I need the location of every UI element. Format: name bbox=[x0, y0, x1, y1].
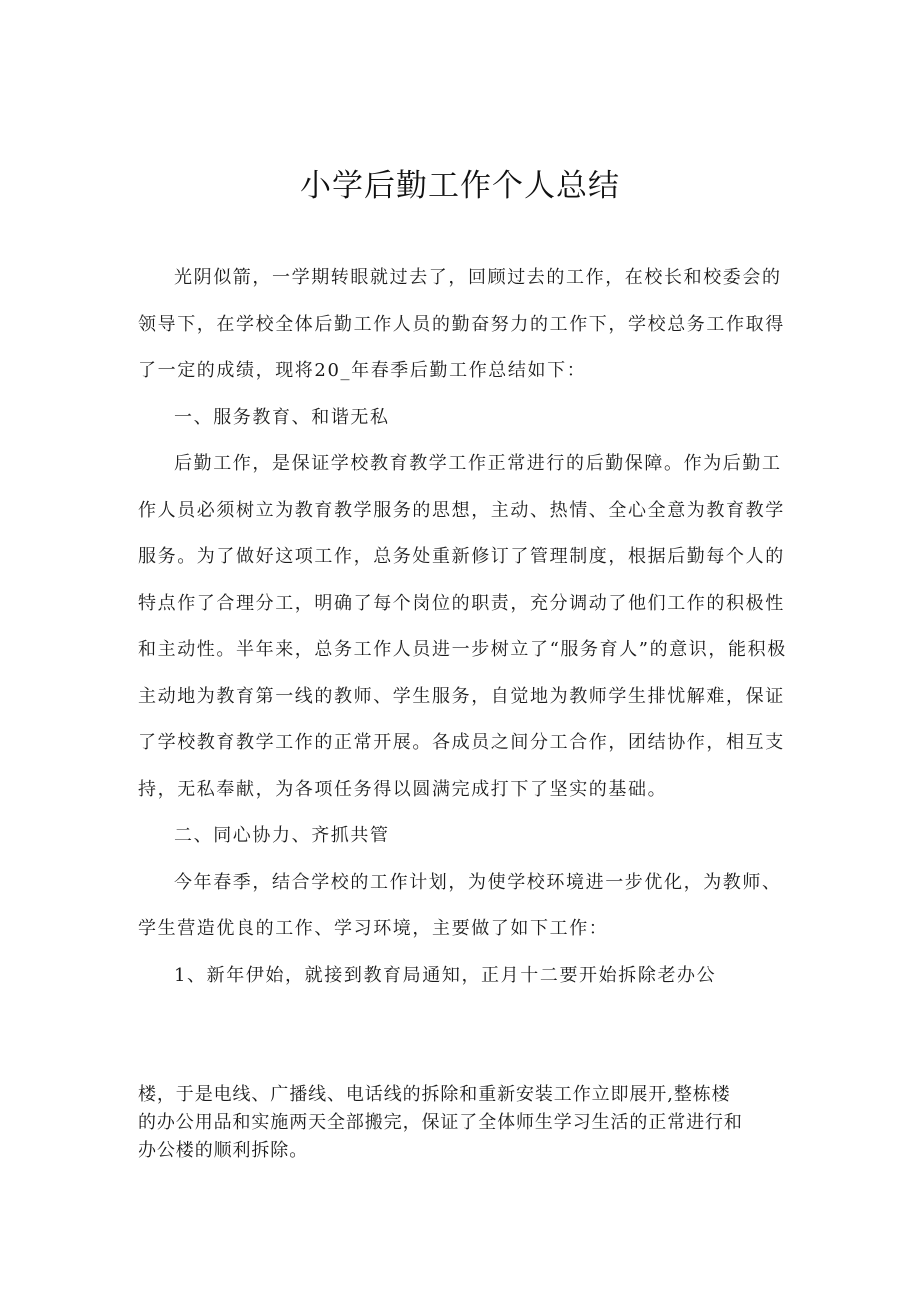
list-item-1-start: 1、新年伊始，就接到教育局通知，正月十二要开始拆除老办公 bbox=[174, 964, 717, 986]
section-heading-2: 二、同心协力、齐抓共管 bbox=[174, 825, 390, 846]
paragraph-intro: 光阴似箭，一学期转眼就过去了，回顾过去的工作，在校长和校委会的领导下，在学校全体后勤工作人员的勤奋努力的工作下，学校总务工作取得了一定的成绩，现将20_年春季后勤工作总结如下： bbox=[138, 267, 785, 381]
continued-line: 楼，于是电线、广播线、电话线的拆除和重新安装工作立即展开,整栋楼 bbox=[138, 1084, 731, 1105]
document-title: 小学后勤工作个人总结 bbox=[300, 168, 620, 204]
paragraph-section-1: 后勤工作，是保证学校教育教学工作正常进行的后勤保障。作为后勤工作人员必须树立为教育教学服务的思想，主动、热情、全心全意为教育教学服务。为了做好这项工作，总务处重新修订了管理制度，根据后勤每个人的特点作了合理分工，明确了每个岗位的职责，充分调动了他们工作的积极性和主动性。半年来，总务工作人员进一步树立了“服务育人”的意识，能积极主动地为教育第一线的教师、学生服务，自觉地为教师学生排忧解难，保证了学校教育教学工作的正常开展。各成员之间分工合作，团结协作，相互支持，无私奉献，为各项任务得以圆满完成打下了坚实的基础。 bbox=[138, 453, 787, 800]
document-body-continued bbox=[138, 1081, 788, 1165]
paragraph-section-2: 今年春季，结合学校的工作计划，为使学校环境进一步优化，为教师、学生营造优良的工作、学习环境，主要做了如下工作： bbox=[138, 871, 782, 939]
document-body bbox=[138, 255, 796, 999]
continued-line: 办公楼的顺利拆除。 bbox=[138, 1140, 309, 1161]
continued-line: 的办公用品和实施两天全部搬完，保证了全体师生学习生活的正常进行和 bbox=[138, 1112, 743, 1133]
section-heading-1: 一、服务教育、和谐无私 bbox=[174, 406, 390, 428]
